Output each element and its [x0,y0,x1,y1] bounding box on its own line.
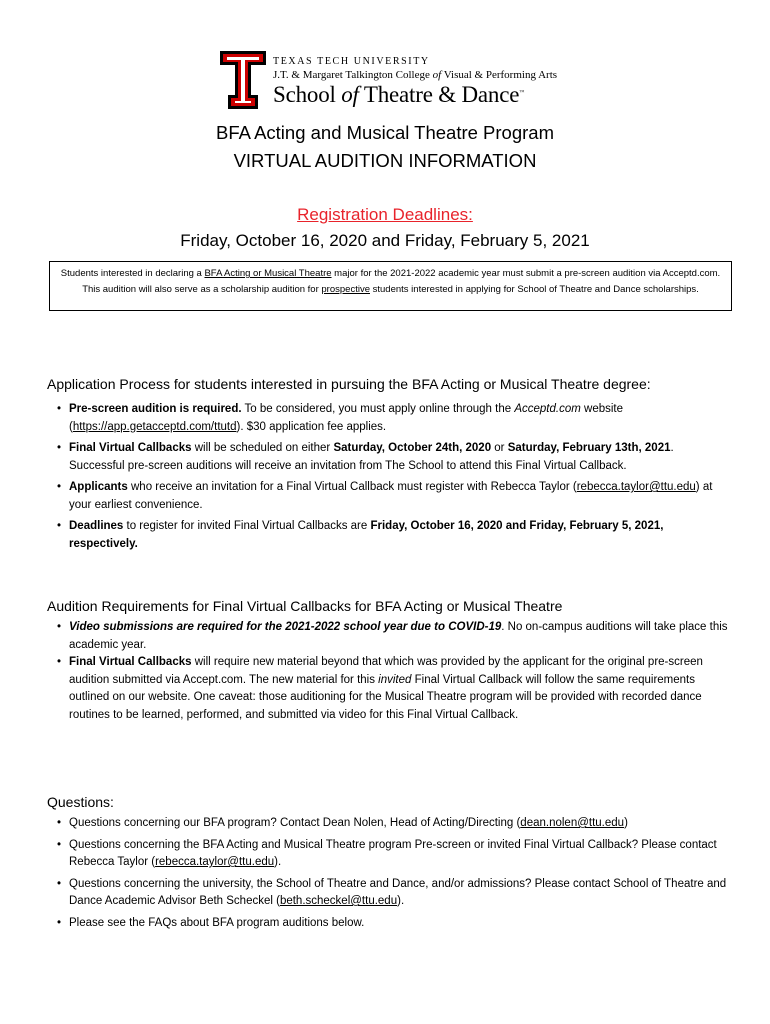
document-title: BFA Acting and Musical Theatre Program [216,122,554,143]
application-process-heading: Application Process for students interested in pursuing the BFA Acting or Musical Theatre degree: [47,376,651,392]
registration-deadlines-label: Registration Deadlines: [297,205,473,224]
email-link[interactable]: beth.scheckel@ttu.edu [279,895,398,907]
application-process-list [57,401,729,553]
header [218,50,557,112]
list-item: • Final Virtual Callbacks will be scheduled on either Saturday, October 24th, 2020 or Saturday, February 13th, 2021. Successful pre-screen auditions will receive an invitation from The School to attend this Final Virtual Callback. [57,440,729,475]
texas-tech-double-t-logo [218,50,268,110]
email-link[interactable]: rebecca.taylor@ttu.edu [155,856,275,868]
list-item: • Questions concerning the university, the School of Theatre and Dance, and/or admissions? Please contact School of Theatre and Dance Academic Advisor Beth Scheckel (beth.scheckel@ttu.edu). [57,876,729,911]
list-item: • Questions concerning the BFA Acting and Musical Theatre program Pre-screen or invited Final Virtual Callback? Please contact Rebecca Taylor (rebecca.taylor@ttu.edu). [57,837,729,872]
list-item: • Video submissions are required for the 2021-2022 school year due to COVID-19. No on-campus auditions will take place this academic year. [57,619,729,654]
audition-requirements-heading: Audition Requirements for Final Virtual Callbacks for BFA Acting or Musical Theatre [47,598,563,614]
list-item: • Please see the FAQs about BFA program auditions below. [57,915,729,933]
document-subtitle: VIRTUAL AUDITION INFORMATION [233,150,537,171]
email-link[interactable]: dean.nolen@ttu.edu [520,817,625,829]
questions-list [57,815,729,932]
acceptd-link[interactable]: https://app.getacceptd.com/ttutd [72,420,237,433]
audition-requirements-list [57,619,729,724]
university-name: TEXAS TECH UNIVERSITY [273,56,430,67]
bfa-link[interactable]: BFA Acting or Musical Theatre [204,268,332,279]
email-link[interactable]: rebecca.taylor@ttu.edu [576,481,696,493]
college-name: J.T. & Margaret Talkington College of Visual & Performing Arts [273,69,558,81]
list-item: • Applicants who receive an invitation for a Final Virtual Callback must register with Rebecca Taylor (rebecca.taylor@ttu.edu) at your earliest convenience. [57,479,729,514]
list-item: • Deadlines to register for invited Final Virtual Callbacks are Friday, October 16, 2020 and Friday, February 5, 2021, respectively. [57,518,729,553]
list-item: • Pre-screen audition is required. To be considered, you must apply online through the Acceptd.com website (https://app.getacceptd.com/ttutd). $30 application fee applies. [57,401,729,436]
registration-dates: Friday, October 16, 2020 and Friday, February 5, 2021 [180,231,590,250]
list-item: • Questions concerning our BFA program? Contact Dean Nolen, Head of Acting/Directing (dean.nolen@ttu.edu) [57,815,729,833]
questions-heading: Questions: [47,794,114,810]
school-name: School of Theatre & Dance™ [273,82,524,107]
list-item: • Final Virtual Callbacks will require new material beyond that which was provided by the applicant for the original pre-screen audition submitted via Accept.com. The new material for this invited Final Virtual Callback will follow the same requirements outlined on our website. One caveat: those auditioning for the Musical Theatre program will be provided with recorded dance routines to be learned, performed, and submitted via video for this Final Virtual Callback. [57,654,729,724]
notice-box: Students interested in declaring a BFA Acting or Musical Theatre major for the 2021-2022 academic year must submit a pre-screen audition via Acceptd.com. This audition will also serve as a scholarship audition for prospective students interested in applying for School of Theatre and Dance scholarships. [49,261,732,311]
